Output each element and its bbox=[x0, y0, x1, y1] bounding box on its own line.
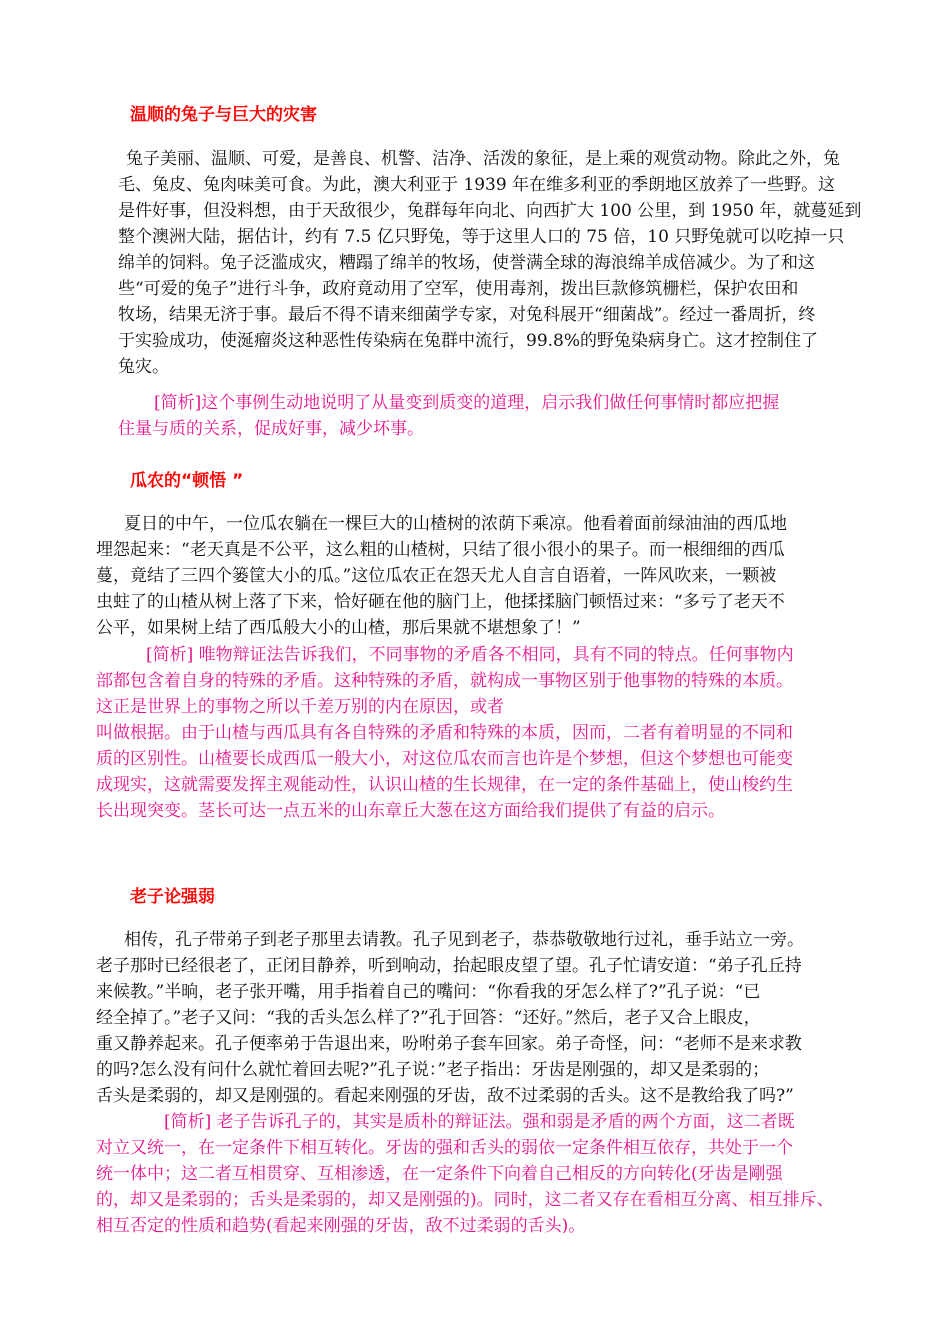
section-body bbox=[118, 146, 863, 380]
body-line: 相传，孔子带弟子到老子那里去请教。孔子见到老子，恭恭敬敬地行过礼，垂手站立一旁。 bbox=[124, 930, 804, 950]
section-title: 瓜农的“顿悟 ” bbox=[130, 471, 244, 491]
analysis-line: 成现实，这就需要发挥主观能动性，认识山楂的生长规律，在一定的条件基础上，使山梭约生 bbox=[96, 775, 793, 795]
section-analysis bbox=[96, 1109, 871, 1239]
analysis-line: 长出现突变。茎长可达一点五米的山东章丘大葱在这方面给我们提供了有益的启示。 bbox=[96, 801, 725, 821]
section-title: 温顺的兔子与巨大的灾害 bbox=[130, 105, 317, 125]
body-line: 些“可爱的兔子”进行斗争，政府竟动用了空军，使用毒剂，拨出巨款修筑栅栏，保护农田和 bbox=[118, 279, 799, 299]
analysis-line: 质的区别性。山楂要长成西瓜一般大小，对这位瓜农而言也许是个梦想，但这个梦想也可能变 bbox=[96, 749, 793, 769]
section-body bbox=[96, 927, 866, 1109]
body-line: 兔灾。 bbox=[118, 357, 169, 377]
section-analysis bbox=[118, 390, 863, 442]
body-line: 的吗?怎么没有问什么就忙着回去呢?”孔子说：”老子指出：牙齿是刚强的，却又是柔弱的； bbox=[96, 1060, 770, 1080]
body-line: 重又静养起来。孔子便率弟于告退出来，吩咐弟子套车回家。弟子奇怪，问：“老师不是来求教 bbox=[96, 1034, 802, 1054]
body-line: 绵羊的饲料。兔子泛滥成灾，糟蹋了绵羊的牧场，使誉满全球的海浪绵羊成倍减少。为了和这 bbox=[118, 253, 815, 273]
body-line: 老子那时已经很老了，正闭目静养，听到响动，抬起眼皮望了望。孔子忙请安道：“弟子孔丘持 bbox=[96, 956, 802, 976]
analysis-line: 的，却又是柔弱的；舌头是柔弱的，却又是刚强的)。同时，这二者又存在看相互分离、相互排斥、 bbox=[96, 1190, 834, 1210]
analysis-line: [简析] 唯物辩证法告诉我们，不同事物的矛盾各不相同，具有不同的特点。任何事物内 bbox=[146, 645, 794, 665]
body-line: 夏日的中午，一位瓜农躺在一棵巨大的山楂树的浓荫下乘凉。他看着面前绿油油的西瓜地 bbox=[124, 514, 787, 534]
body-line: 是件好事，但没料想，由于天敌很少，兔群每年向北、向西扩大 100 公里，到 1950 年，就蔓延到 bbox=[118, 201, 862, 221]
body-line: 兔子美丽、温顺、可爱，是善良、机警、洁净、活泼的象征，是上乘的观赏动物。除此之外，兔 bbox=[126, 149, 840, 169]
analysis-line: 这正是世界上的事物之所以千差万别的内在原因，或者 bbox=[96, 697, 504, 717]
analysis-line: 住量与质的关系，促成好事，减少坏事。 bbox=[118, 419, 424, 439]
analysis-line: 对立又统一，在一定条件下相互转化。牙齿的强和舌头的弱依一定条件相互依存，共处于一个 bbox=[96, 1138, 793, 1158]
body-line: 虫蛀了的山楂从树上落了下来，恰好砸在他的脑门上，他揉揉脑门顿悟过来：“多亏了老天不 bbox=[96, 592, 785, 612]
analysis-line: 相互否定的性质和趋势(看起来刚强的牙齿，敌不过柔弱的舌头)。 bbox=[96, 1216, 586, 1236]
body-line: 牧场，结果无济于事。最后不得不请来细菌学专家，对兔科展开“细菌战”。经过一番周折，终 bbox=[118, 305, 816, 325]
section-title: 老子论强弱 bbox=[130, 887, 215, 907]
body-line: 蔓，竟结了三四个篓筐大小的瓜。”这位瓜农正在怨天尤人自言自语着，一阵风吹来，一颗被 bbox=[96, 566, 777, 586]
analysis-line: 叫做根据。由于山楂与西瓜具有各自特殊的矛盾和特殊的本质，因而，二者有着明显的不同和 bbox=[96, 723, 793, 743]
body-line: 埋怨起来：“老天真是不公平，这么粗的山楂树，只结了很小很小的果子。而一根细细的西瓜 bbox=[96, 540, 785, 560]
analysis-line: 统一体中；这二者互相贯穿、互相渗透，在一定条件下向着自己相反的方向转化(牙齿是剛强 bbox=[96, 1164, 783, 1184]
body-line: 经全掉了。”老子又问：“我的舌头怎么样了?”孔于回答：“还好。”然后，老子又合上眼皮， bbox=[96, 1008, 761, 1028]
section-analysis bbox=[96, 642, 866, 824]
analysis-line: [简析] 老子告诉孔子的，其实是质朴的辩证法。强和弱是矛盾的两个方面，这二者既 bbox=[164, 1112, 795, 1132]
body-line: 来候教。”半晌，老子张开嘴，用手指着自己的嘴问：“你看我的牙怎么样了?”孔子说：“已 bbox=[96, 982, 761, 1002]
body-line: 毛、兔皮、兔肉味美可食。为此，澳大利亚于 1939 年在维多利亚的季朗地区放养了一些野。这 bbox=[118, 175, 836, 195]
body-line: 公平，如果树上结了西瓜般大小的山楂，那后果就不堪想象了！” bbox=[96, 618, 581, 638]
body-line: 舌头是柔弱的，却又是刚强的。看起来刚强的牙齿，敌不过柔弱的舌头。这不是教给我了吗?” bbox=[96, 1086, 794, 1106]
body-line: 于实验成功，使涎瘤炎这种恶性传染病在兔群中流行，99.8%的野兔染病身亡。这才控制住了 bbox=[118, 331, 819, 351]
analysis-line: 部都包含着自身的特殊的矛盾。这种特殊的矛盾，就构成一事物区别于他事物的特殊的本质。 bbox=[96, 671, 793, 691]
analysis-line: [简析]这个事例生动地说明了从量变到质变的道理，启示我们做任何事情时都应把握 bbox=[154, 393, 780, 413]
body-line: 整个澳洲大陆，据估计，约有 7.5 亿只野兔，等于这里人口的 75 倍，10 只野兔就可以吃掉一只 bbox=[118, 227, 845, 247]
section-body bbox=[96, 511, 866, 641]
